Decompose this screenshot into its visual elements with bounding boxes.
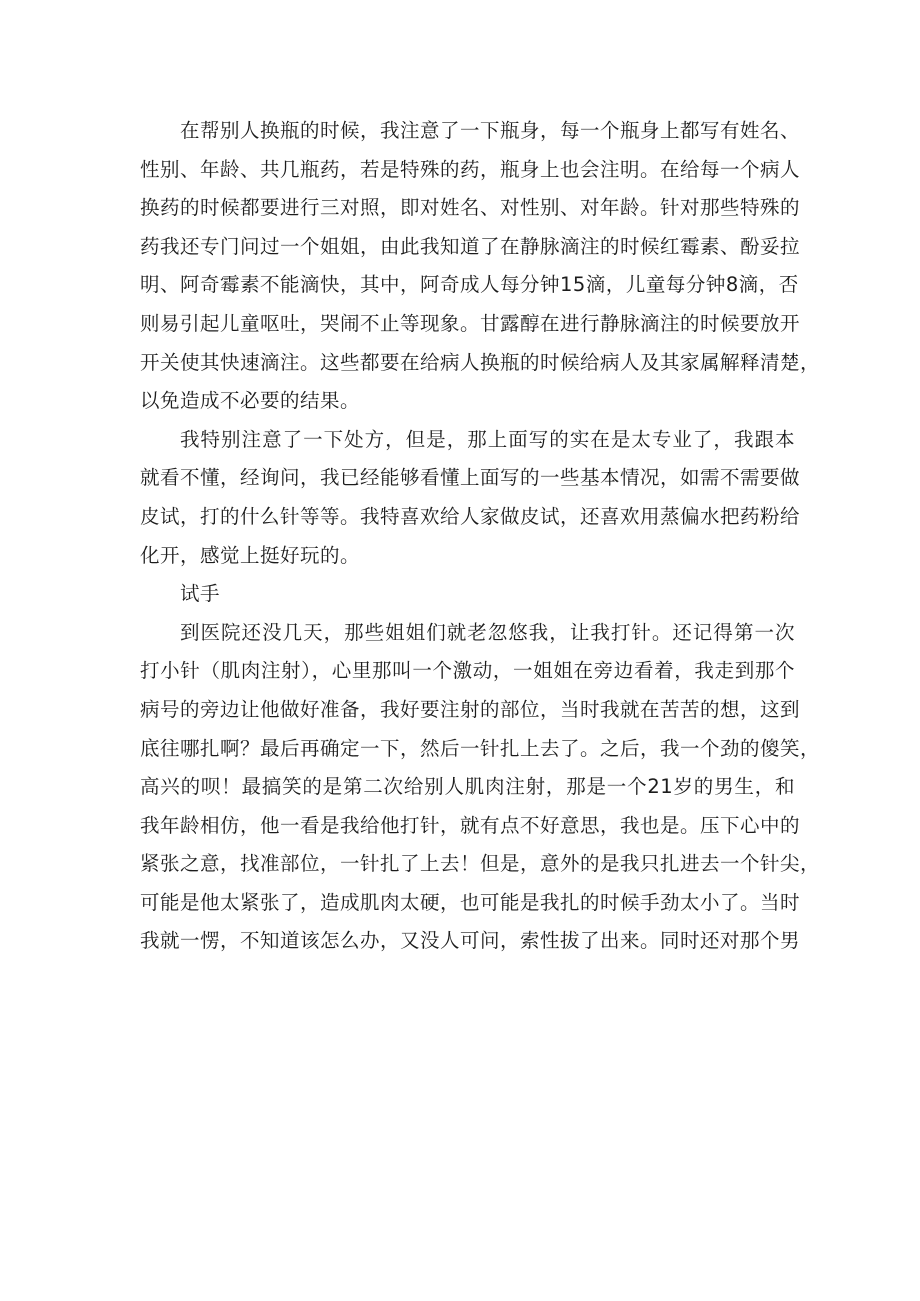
text-line: 我就一愣，不知道该怎么办，又没人可问，索性拔了出来。同时还对那个男 — [140, 929, 801, 953]
text-line: 开关使其快速滴注。这些都要在给病人换瓶的时候给病人及其家属解释清楚， — [140, 350, 821, 374]
paragraph-2 — [140, 421, 801, 575]
section-heading: 试手 — [180, 582, 221, 606]
text-line: 明、阿奇霉素不能滴快，其中，阿奇成人每分钟15滴，儿童每分钟8滴，否 — [140, 273, 799, 297]
paragraph-1 — [140, 112, 821, 421]
text-line: 性别、年龄、共几瓶药，若是特殊的药，瓶身上也会注明。在给每一个病人 — [140, 157, 801, 181]
text-line: 底往哪扎啊？最后再确定一下，然后一针扎上去了。之后，我一个劲的傻笑， — [140, 736, 821, 760]
text-line: 换药的时候都要进行三对照，即对姓名、对性别、对年龄。针对那些特殊的 — [140, 196, 801, 220]
text-line: 化开，感觉上挺好玩的。 — [140, 543, 361, 567]
text-line: 高兴的呗！最搞笑的是第二次给别人肌肉注射，那是一个21岁的男生，和 — [140, 775, 795, 799]
document-body — [140, 112, 821, 961]
paragraph-3 — [140, 614, 821, 961]
text-line: 打小针（肌肉注射），心里那叫一个激动，一姐姐在旁边看着，我走到那个 — [140, 659, 795, 683]
text-line: 病号的旁边让他做好准备，我好要注射的部位，当时我就在苦苦的想，这到 — [140, 697, 801, 721]
text-line: 到医院还没几天，那些姐姐们就老忽悠我，让我打针。还记得第一次 — [180, 620, 795, 644]
text-line: 就看不懂，经询问，我已经能够看懂上面写的一些基本情况，如需不需要做 — [140, 466, 801, 490]
text-line: 皮试，打的什么针等等。我特喜欢给人家做皮试，还喜欢用蒸偏水把药粉给 — [140, 504, 801, 528]
text-line: 我特别注意了一下处方，但是，那上面写的实在是太专业了，我跟本 — [180, 427, 795, 451]
text-line: 在帮别人换瓶的时候，我注意了一下瓶身，每一个瓶身上都写有姓名、 — [180, 119, 801, 142]
text-line: 以免造成不必要的结果。 — [140, 389, 361, 413]
text-line: 我年龄相仿，他一看是我给他打针，就有点不好意思，我也是。压下心中的 — [140, 813, 801, 837]
text-line: 药我还专门问过一个姐姐，由此我知道了在静脉滴注的时候红霉素、酚妥拉 — [140, 234, 801, 258]
text-line: 则易引起儿童呕吐，哭闹不止等现象。甘露醇在进行静脉滴注的时候要放开 — [140, 311, 801, 335]
text-line: 紧张之意，找准部位，一针扎了上去！但是，意外的是我只扎进去一个针尖， — [140, 852, 821, 876]
text-line: 可能是他太紧张了，造成肌肉太硬，也可能是我扎的时候手劲太小了。当时 — [140, 890, 801, 914]
